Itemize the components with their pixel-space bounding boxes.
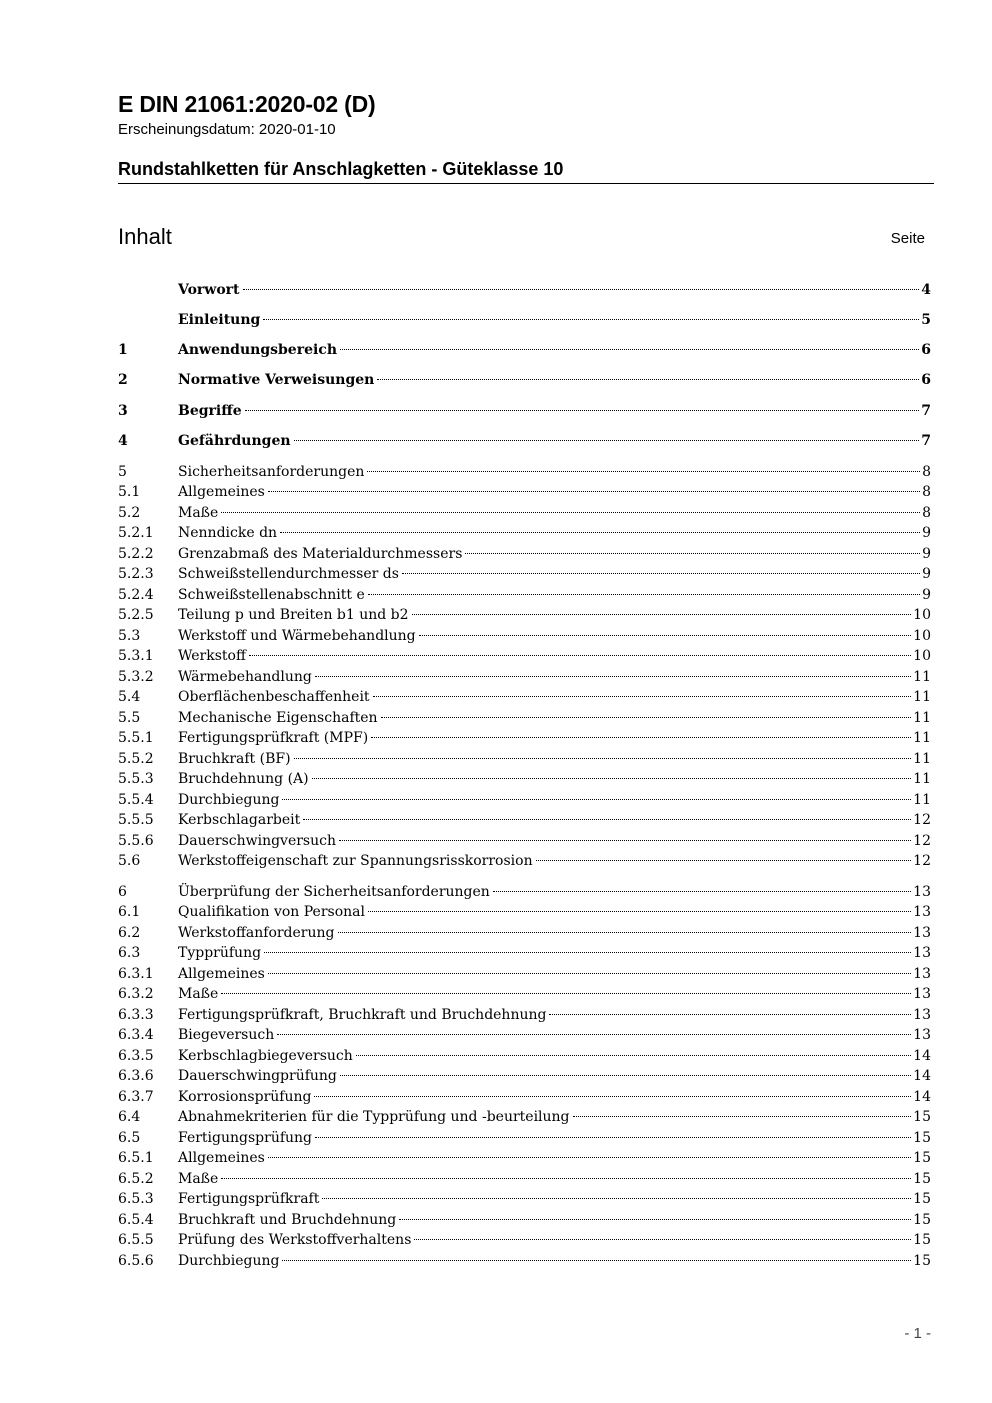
toc-entry-number: 5.3.2 — [118, 669, 154, 685]
toc-entry-title: Fertigungsprüfkraft (MPF) — [178, 730, 369, 746]
toc-entry-number: 6.5.5 — [118, 1232, 154, 1248]
toc-entry-title: Schweißstellendurchmesser ds — [178, 566, 399, 582]
toc-dot-leader — [315, 676, 911, 677]
toc-entry-title: Fertigungsprüfkraft — [178, 1191, 320, 1207]
toc-dot-leader — [549, 1014, 911, 1015]
toc-entry-page: 14 — [913, 1089, 931, 1105]
toc-entry-page: 4 — [921, 282, 931, 298]
toc-entry[interactable] — [118, 310, 931, 330]
toc-entry[interactable] — [118, 605, 931, 625]
toc-dot-leader — [338, 932, 912, 933]
toc-entry[interactable] — [118, 923, 931, 943]
toc-entry[interactable] — [118, 1087, 931, 1107]
toc-entry[interactable] — [118, 943, 931, 963]
toc-entry-page: 11 — [913, 792, 931, 808]
toc-entry-title: Oberflächenbeschaffenheit — [178, 689, 370, 705]
toc-entry-page: 9 — [922, 546, 931, 562]
toc-entry[interactable] — [118, 503, 931, 523]
toc-entry-number: 5 — [118, 464, 127, 480]
toc-entry-number: 6 — [118, 884, 127, 900]
page-number: - 1 - — [904, 1325, 931, 1342]
toc-entry-page: 15 — [913, 1130, 931, 1146]
toc-entry-page: 9 — [922, 566, 931, 582]
toc-entry-page: 11 — [913, 751, 931, 767]
toc-entry-number: 5.5.1 — [118, 730, 154, 746]
table-of-contents — [118, 0, 931, 1300]
toc-entry-page: 11 — [913, 669, 931, 685]
toc-dot-leader — [356, 1055, 911, 1056]
toc-dot-leader — [294, 758, 912, 759]
toc-entry-number: 6.1 — [118, 904, 141, 920]
toc-entry-title: Mechanische Eigenschaften — [178, 710, 378, 726]
toc-entry-title: Sicherheitsanforderungen — [178, 464, 365, 480]
toc-entry-title: Durchbiegung — [178, 792, 280, 808]
toc-entry-title: Teilung p und Breiten b1 und b2 — [178, 607, 409, 623]
toc-entry[interactable] — [118, 482, 931, 502]
toc-entry-number: 6.5.3 — [118, 1191, 154, 1207]
toc-page-column-label: Seite — [890, 230, 925, 247]
toc-entry-page: 7 — [921, 403, 931, 419]
toc-entry-page: 11 — [913, 730, 931, 746]
toc-entry-number: 6.3.5 — [118, 1048, 154, 1064]
toc-entry[interactable] — [118, 769, 931, 789]
toc-entry[interactable] — [118, 431, 931, 451]
toc-entry-page: 6 — [921, 372, 931, 388]
toc-entry-title: Nenndicke dn — [178, 525, 278, 541]
toc-entry-page: 8 — [922, 505, 931, 521]
toc-entry-page: 15 — [913, 1212, 931, 1228]
toc-entry-number: 5.5 — [118, 710, 141, 726]
toc-entry-title: Biegeversuch — [178, 1027, 275, 1043]
toc-dot-leader — [277, 1034, 911, 1035]
toc-entry-number: 5.6 — [118, 853, 141, 869]
toc-entry-page: 8 — [922, 464, 931, 480]
toc-entry[interactable] — [118, 626, 931, 646]
toc-entry[interactable] — [118, 831, 931, 851]
toc-entry[interactable] — [118, 564, 931, 584]
toc-dot-leader — [243, 289, 920, 290]
toc-entry-title: Grenzabmaß des Materialdurchmessers — [178, 546, 463, 562]
document-number: E DIN 21061:2020-02 (D) — [118, 91, 376, 117]
toc-entry-number: 1 — [118, 342, 128, 358]
toc-entry-number: 6.4 — [118, 1109, 141, 1125]
toc-dot-leader — [268, 1157, 911, 1158]
toc-dot-leader — [367, 471, 920, 472]
toc-entry-number: 5.1 — [118, 484, 141, 500]
toc-dot-leader — [282, 1260, 911, 1261]
toc-entry-number: 6.5 — [118, 1130, 141, 1146]
toc-entry[interactable] — [118, 1066, 931, 1086]
toc-entry-page: 13 — [913, 925, 931, 941]
toc-entry-number: 6.2 — [118, 925, 141, 941]
toc-dot-leader — [263, 319, 919, 320]
toc-entry-title: Qualifikation von Personal — [178, 904, 365, 920]
toc-dot-leader — [264, 952, 911, 953]
toc-dot-leader — [315, 1137, 911, 1138]
toc-entry-title: Werkstoff — [178, 648, 246, 664]
toc-entry-page: 7 — [921, 433, 931, 449]
toc-entry-number: 5.3.1 — [118, 648, 154, 664]
toc-entry[interactable] — [118, 851, 931, 871]
toc-dot-leader — [314, 1096, 911, 1097]
toc-entry-title: Begriffe — [178, 403, 242, 419]
toc-entry-title: Fertigungsprüfkraft, Bruchkraft und Bruchdehnung — [178, 1007, 547, 1023]
toc-entry[interactable] — [118, 1107, 931, 1127]
toc-entry[interactable] — [118, 1169, 931, 1189]
toc-entry-number: 5.2.1 — [118, 525, 154, 541]
toc-dot-leader — [249, 655, 911, 656]
toc-dot-leader — [340, 349, 919, 350]
toc-entry-page: 13 — [913, 884, 931, 900]
toc-entry-number: 6.3 — [118, 945, 141, 961]
toc-entry-title: Dauerschwingprüfung — [178, 1068, 337, 1084]
toc-entry-number: 6.3.2 — [118, 986, 154, 1002]
toc-entry-number: 5.3 — [118, 628, 141, 644]
toc-entry-page: 11 — [913, 710, 931, 726]
toc-dot-leader — [536, 860, 912, 861]
toc-entry-page: 15 — [913, 1191, 931, 1207]
toc-dot-leader — [221, 993, 911, 994]
toc-entry[interactable] — [118, 1251, 931, 1271]
toc-entry-number: 6.3.6 — [118, 1068, 154, 1084]
toc-dot-leader — [221, 1178, 911, 1179]
toc-entry-page: 13 — [913, 904, 931, 920]
toc-dot-leader — [340, 1075, 911, 1076]
toc-entry[interactable] — [118, 370, 931, 390]
toc-entry-number: 6.5.2 — [118, 1171, 154, 1187]
toc-entry[interactable] — [118, 708, 931, 728]
toc-dot-leader — [402, 573, 920, 574]
toc-entry-page: 9 — [922, 525, 931, 541]
toc-entry[interactable] — [118, 523, 931, 543]
toc-entry-number: 5.2 — [118, 505, 141, 521]
toc-entry-title: Bruchkraft und Bruchdehnung — [178, 1212, 397, 1228]
toc-entry-page: 12 — [913, 833, 931, 849]
toc-entry-page: 15 — [913, 1253, 931, 1269]
toc-entry[interactable] — [118, 1148, 931, 1168]
toc-entry-page: 15 — [913, 1232, 931, 1248]
toc-entry-title: Korrosionsprüfung — [178, 1089, 312, 1105]
toc-entry-number: 5.5.5 — [118, 812, 154, 828]
toc-entry-page: 10 — [913, 628, 931, 644]
toc-entry-title: Anwendungsbereich — [178, 342, 337, 358]
toc-entry-title: Abnahmekriterien für die Typprüfung und -beurteilung — [178, 1109, 570, 1125]
toc-entry-page: 15 — [913, 1171, 931, 1187]
toc-entry-number: 5.2.5 — [118, 607, 154, 623]
toc-dot-leader — [573, 1116, 912, 1117]
toc-entry-title: Maße — [178, 505, 219, 521]
toc-entry[interactable] — [118, 1189, 931, 1209]
toc-entry-title: Kerbschlagarbeit — [178, 812, 301, 828]
toc-dot-leader — [245, 410, 920, 411]
toc-entry-page: 12 — [913, 853, 931, 869]
toc-entry[interactable] — [118, 984, 931, 1004]
toc-dot-leader — [412, 614, 912, 615]
toc-entry-number: 5.2.2 — [118, 546, 154, 562]
toc-entry-number: 6.3.1 — [118, 966, 154, 982]
toc-dot-leader — [399, 1219, 911, 1220]
toc-entry-page: 13 — [913, 945, 931, 961]
toc-entry[interactable] — [118, 462, 931, 482]
toc-entry[interactable] — [118, 544, 931, 564]
toc-dot-leader — [465, 553, 920, 554]
toc-entry[interactable] — [118, 585, 931, 605]
publication-date: Erscheinungsdatum: 2020-01-10 — [118, 121, 336, 138]
toc-entry[interactable] — [118, 964, 931, 984]
toc-dot-leader — [339, 840, 911, 841]
toc-entry-page: 11 — [913, 771, 931, 787]
toc-entry-title: Wärmebehandlung — [178, 669, 312, 685]
toc-entry[interactable] — [118, 1025, 931, 1045]
toc-entry[interactable] — [118, 340, 931, 360]
toc-dot-leader — [371, 737, 911, 738]
toc-entry-number: 6.3.4 — [118, 1027, 154, 1043]
toc-entry-page: 14 — [913, 1048, 931, 1064]
toc-entry-title: Dauerschwingversuch — [178, 833, 336, 849]
toc-entry-title: Bruchkraft (BF) — [178, 751, 291, 767]
toc-entry[interactable] — [118, 401, 931, 421]
toc-entry-number: 5.2.3 — [118, 566, 154, 582]
toc-dot-leader — [414, 1239, 911, 1240]
toc-entry[interactable] — [118, 790, 931, 810]
toc-dot-leader — [377, 379, 919, 380]
toc-entry-page: 10 — [913, 607, 931, 623]
toc-entry-title: Fertigungsprüfung — [178, 1130, 313, 1146]
toc-entry-number: 6.5.1 — [118, 1150, 154, 1166]
toc-entry-number: 5.5.3 — [118, 771, 154, 787]
toc-entry-number: 5.5.2 — [118, 751, 154, 767]
toc-entry[interactable] — [118, 810, 931, 830]
toc-entry-page: 15 — [913, 1150, 931, 1166]
toc-entry-number: 6.3.7 — [118, 1089, 154, 1105]
toc-entry-page: 11 — [913, 689, 931, 705]
toc-entry-title: Vorwort — [178, 282, 240, 298]
toc-entry[interactable] — [118, 667, 931, 687]
toc-entry-title: Schweißstellenabschnitt e — [178, 587, 365, 603]
toc-entry-number: 3 — [118, 403, 128, 419]
toc-entry-title: Einleitung — [178, 312, 261, 328]
toc-dot-leader — [322, 1198, 911, 1199]
toc-entry-page: 15 — [913, 1109, 931, 1125]
toc-entry[interactable] — [118, 882, 931, 902]
toc-entry-number: 2 — [118, 372, 128, 388]
toc-entry-page: 13 — [913, 1027, 931, 1043]
toc-entry-number: 5.2.4 — [118, 587, 154, 603]
toc-entry-page: 13 — [913, 1007, 931, 1023]
toc-entry[interactable] — [118, 646, 931, 666]
toc-entry[interactable] — [118, 1046, 931, 1066]
toc-entry-title: Bruchdehnung (A) — [178, 771, 309, 787]
toc-entry-page: 14 — [913, 1068, 931, 1084]
toc-entry-number: 6.5.4 — [118, 1212, 154, 1228]
toc-entry[interactable] — [118, 1128, 931, 1148]
toc-entry-page: 12 — [913, 812, 931, 828]
toc-entry-page: 5 — [921, 312, 931, 328]
toc-entry-title: Allgemeines — [178, 966, 265, 982]
toc-heading: Inhalt — [118, 224, 172, 249]
toc-dot-leader — [303, 819, 911, 820]
toc-dot-leader — [282, 799, 911, 800]
toc-entry-number: 6.3.3 — [118, 1007, 154, 1023]
toc-entry-title: Durchbiegung — [178, 1253, 280, 1269]
toc-entry-title: Typprüfung — [178, 945, 262, 961]
toc-entry-title: Maße — [178, 986, 219, 1002]
toc-entry[interactable] — [118, 1230, 931, 1250]
toc-entry-title: Normative Verweisungen — [178, 372, 375, 388]
toc-entry-title: Werkstoff und Wärmebehandlung — [178, 628, 416, 644]
toc-entry[interactable] — [118, 902, 931, 922]
toc-dot-leader — [268, 491, 920, 492]
toc-dot-leader — [381, 717, 912, 718]
toc-entry-page: 9 — [922, 587, 931, 603]
toc-entry-page: 6 — [921, 342, 931, 358]
toc-entry-page: 10 — [913, 648, 931, 664]
toc-entry-number: 4 — [118, 433, 128, 449]
toc-entry[interactable] — [118, 687, 931, 707]
toc-entry-title: Werkstoffanforderung — [178, 925, 335, 941]
toc-entry-number: 6.5.6 — [118, 1253, 154, 1269]
toc-entry-number: 5.5.6 — [118, 833, 154, 849]
toc-dot-leader — [312, 778, 912, 779]
toc-entry-page: 8 — [922, 484, 931, 500]
toc-dot-leader — [294, 440, 920, 441]
toc-dot-leader — [373, 696, 912, 697]
toc-dot-leader — [280, 532, 920, 533]
toc-dot-leader — [221, 512, 920, 513]
document-title: Rundstahlketten für Anschlagketten - Güteklasse 10 — [118, 159, 564, 179]
toc-dot-leader — [268, 973, 911, 974]
toc-entry-title: Prüfung des Werkstoffverhaltens — [178, 1232, 412, 1248]
toc-entry-page: 13 — [913, 986, 931, 1002]
toc-entry[interactable] — [118, 1005, 931, 1025]
toc-entry-number: 5.4 — [118, 689, 141, 705]
toc-dot-leader — [368, 911, 911, 912]
toc-entry-title: Allgemeines — [178, 1150, 265, 1166]
toc-entry-page: 13 — [913, 966, 931, 982]
toc-entry-title: Allgemeines — [178, 484, 265, 500]
toc-entry-title: Werkstoffeigenschaft zur Spannungsrisskorrosion — [178, 853, 533, 869]
toc-entry[interactable] — [118, 280, 931, 300]
toc-dot-leader — [368, 594, 920, 595]
toc-entry-title: Gefährdungen — [178, 433, 291, 449]
toc-dot-leader — [419, 635, 912, 636]
toc-entry[interactable] — [118, 728, 931, 748]
toc-entry-title: Kerbschlagbiegeversuch — [178, 1048, 353, 1064]
toc-entry-title: Maße — [178, 1171, 219, 1187]
toc-dot-leader — [493, 891, 911, 892]
toc-entry[interactable] — [118, 1210, 931, 1230]
toc-entry[interactable] — [118, 749, 931, 769]
toc-entry-title: Überprüfung der Sicherheitsanforderungen — [178, 884, 490, 900]
toc-entry-number: 5.5.4 — [118, 792, 154, 808]
